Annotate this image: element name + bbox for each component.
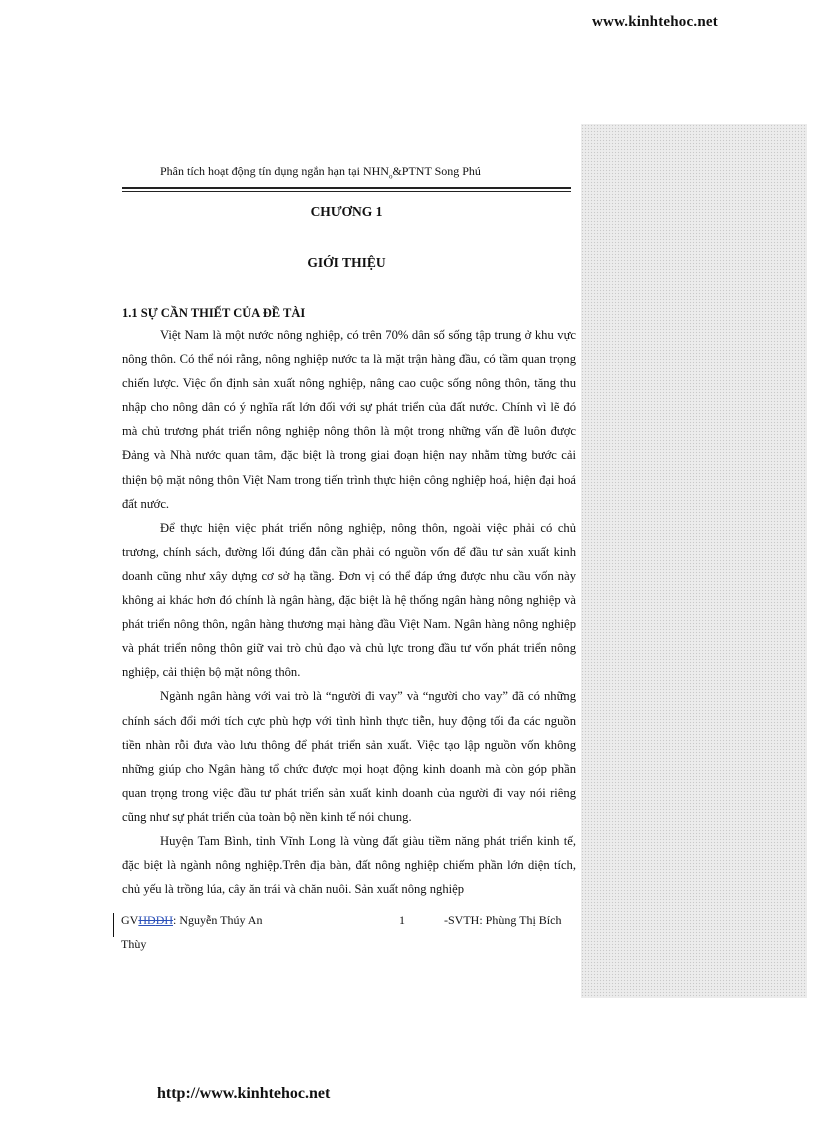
body-text (122, 323, 576, 901)
footer-advisor-name: : Nguyễn Thúy An (173, 913, 263, 927)
footer-advisor (121, 913, 262, 928)
paragraph: Ngành ngân hàng với vai trò là “người đi vay” và “người cho vay” đã có những chính sách đổi mới tích cực phù hợp với tình hình thực tiễn, huy động tối đa các nguồn tiền nhàn rỗi đưa vào lưu thông để phát triển sản xuất. Việc tạo lập nguồn vốn không những giúp cho Ngân hàng tổ chức được mọi hoạt động kinh doanh mà còn góp phần quan trọng trong việc đầu tư phát triển sản xuất kinh doanh của người đi vay nói riêng cũng như sự phát triển của toàn bộ nền kinh tế nói chung. (122, 689, 576, 824)
tracked-change-hd: HD (138, 913, 156, 927)
paragraph: Việt Nam là một nước nông nghiệp, có trên 70% dân số sống tập trung ở khu vực nông thôn. Có thể nói rằng, nông nghiệp nước ta là mặt trận hàng đầu, có tầm quan trọng chiến lược. Việc ổn định sản xuất nông nghiệp, nâng cao cuộc sống nông thôn, tăng thu nhập cho nông dân có ý nghĩa rất lớn đối với sự phát triển của đất nước. Chính vì lẽ đó mà chủ trương phát triển nông nghiệp nông thôn là một trong những vấn đề luôn được Đảng và Nhà nước quan tâm, đặc biệt là trong giai đoạn hiện nay nhằm từng bước cải thiện bộ mặt nông thôn Việt Nam trong tiến trình thực hiện công nghiệp hoá, hiện đại hoá đất nước. (122, 328, 576, 511)
watermark-bottom: http://www.kinhtehoc.net (157, 1085, 331, 1102)
running-header-subscript: o (388, 172, 393, 181)
footer-advisor-prefix: GV (121, 913, 139, 927)
header-double-rule (122, 187, 571, 192)
section-heading: 1.1 SỰ CẦN THIẾT CỦA ĐỀ TÀI (122, 306, 306, 320)
running-header-title: Phân tích hoạt động tín dụng ngắn hạn tại NHN (160, 164, 389, 178)
watermark-top: www.kinhtehoc.net (592, 14, 718, 30)
chapter-title: GIỚI THIỆU (307, 255, 386, 270)
comment-margin-panel (581, 124, 807, 998)
paragraph: Để thực hiện việc phát triển nông nghiệp, nông thôn, ngoài việc phải có chủ trương, chính sách, đường lối đúng đắn cần phải có nguồn vốn để đầu tư sản xuất kinh doanh cũng như xây dựng cơ sở hạ tầng. Đơn vị có thể đáp ứng được nhu cầu vốn này không ai khác hơn đó chính là ngân hàng, đặc biệt là hệ thống ngân hàng nông nghiệp và phát triển nông thôn, ngân hàng thương mại hàng đầu Việt Nam. Ngân hàng nông nghiệp và phát triển nông thôn giữ vai trò chủ đạo và chủ lực trong đầu tư vốn phát triển nông nghiệp, cải thiện bộ mặt nông thôn. (122, 520, 576, 680)
tracked-change-deleted: DH (155, 913, 174, 927)
change-bar (113, 913, 114, 937)
footer-student-cont: Thùy (121, 937, 147, 951)
paragraph: Huyện Tam Bình, tỉnh Vĩnh Long là vùng đất giàu tiềm năng phát triển kinh tế, đặc biệt là ngành nông nghiệp.Trên địa bàn, đất nông nghiệp chiếm phần lớn diện tích, chủ yếu là trồng lúa, cây ăn trái và chăn nuôi. Sản xuất nông nghiệp (122, 833, 576, 897)
running-header-title-end: &PTNT Song Phú (392, 164, 481, 178)
page-number: 1 (399, 913, 405, 927)
chapter-number: CHƯƠNG 1 (310, 204, 383, 219)
footer-student: -SVTH: Phùng Thị Bích (444, 913, 562, 927)
running-header (160, 164, 560, 180)
